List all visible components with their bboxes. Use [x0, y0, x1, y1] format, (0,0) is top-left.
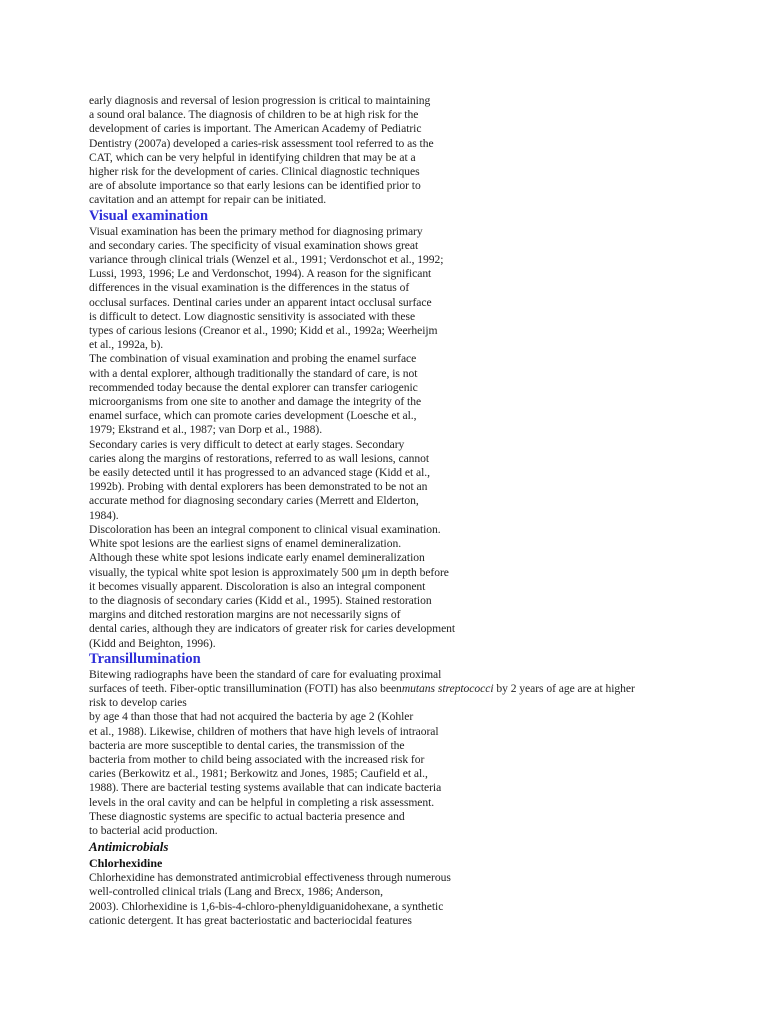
visual-examination-section	[89, 225, 689, 651]
text-line: development of caries is important. The American Academy of Pediatric	[89, 122, 422, 136]
text-line: margins and ditched restoration margins are not necessarily signs of	[89, 608, 401, 622]
text-line: dental caries, although they are indicators of greater risk for caries development	[89, 622, 456, 636]
text-line: visually, the typical white spot lesion is approximately 500 μm in depth before	[89, 565, 449, 579]
text-line: bacteria are more susceptible to dental caries, the transmission of the	[89, 738, 405, 752]
text-line: Lussi, 1993, 1996; Le and Verdonschot, 1994). A reason for the significant	[89, 267, 432, 281]
text-line: is difficult to detect. Low diagnostic sensitivity is associated with these	[89, 309, 416, 323]
chlorhexidine-section	[89, 871, 689, 928]
text-line: et al., 1992a, b).	[89, 338, 164, 352]
text-line: it becomes visually apparent. Discoloration is also an integral component	[89, 579, 426, 593]
text-line: cationic detergent. It has great bacteriostatic and bacteriocidal features	[89, 913, 412, 927]
text-line: CAT, which can be very helpful in identifying children that may be at a	[89, 150, 416, 164]
text-line: The combination of visual examination and probing the enamel surface	[89, 352, 417, 366]
text-line: 1984).	[89, 508, 119, 522]
text-line: to bacterial acid production.	[89, 823, 218, 837]
text-line: These diagnostic systems are specific to actual bacteria presence and	[89, 809, 405, 823]
text-line: well-controlled clinical trials (Lang and Brecx, 1986; Anderson,	[89, 885, 383, 899]
text-line: White spot lesions are the earliest signs of enamel demineralization.	[89, 537, 402, 551]
text-line-mixed	[89, 682, 689, 696]
text-line: (Kidd and Beighton, 1996).	[89, 636, 216, 650]
text-line: microorganisms from one site to another and damage the integrity of the	[89, 395, 422, 409]
text-line: recommended today because the dental explorer can transfer cariogenic	[89, 380, 418, 394]
text-line: Visual examination has been the primary method for diagnosing primary	[89, 224, 423, 238]
text-line: accurate method for diagnosing secondary caries (Merrett and Elderton,	[89, 494, 419, 508]
text-line: bacteria from mother to child being associated with the increased risk for	[89, 752, 425, 766]
text-line: variance through clinical trials (Wenzel et al., 1991; Verdonschot et al., 1992;	[89, 253, 444, 267]
text-line: Dentistry (2007a) developed a caries-risk assessment tool referred to as the	[89, 136, 434, 150]
text-line: Discoloration has been an integral component to clinical visual examination.	[89, 522, 441, 536]
text-line: 1979; Ekstrand et al., 1987; van Dorp et al., 1988).	[89, 423, 323, 437]
text-line: and secondary caries. The specificity of visual examination shows great	[89, 238, 419, 252]
text-line: enamel surface, which can promote caries development (Loesche et al.,	[89, 409, 417, 423]
text-line: be easily detected until it has progressed to an advanced stage (Kidd et al.,	[89, 466, 430, 480]
text-line: risk to develop caries	[89, 696, 187, 710]
text-line: 1992b). Probing with dental explorers has been demonstrated to be not an	[89, 480, 428, 494]
text-line: with a dental explorer, although traditionally the standard of care, is not	[89, 366, 418, 380]
text-line: occlusal surfaces. Dentinal caries under an apparent intact occlusal surface	[89, 295, 432, 309]
text-line: higher risk for the development of caries. Clinical diagnostic techniques	[89, 165, 420, 179]
text-run: surfaces of teeth. Fiber-optic transillumination (FOTI) has also been	[89, 681, 402, 695]
text-line: Bitewing radiographs have been the standard of care for evaluating proximal	[89, 667, 442, 681]
text-line: by age 4 than those that had not acquired the bacteria by age 2 (Kohler	[89, 710, 414, 724]
text-line: Although these white spot lesions indicate early enamel demineralization	[89, 551, 425, 565]
text-line: levels in the oral cavity and can be helpful in completing a risk assessment.	[89, 795, 435, 809]
species-name-italic: mutans streptococci	[401, 681, 494, 695]
text-line: 2003). Chlorhexidine is 1,6-bis-4-chloro-phenyldiguanidohexane, a synthetic	[89, 899, 444, 913]
document-page	[89, 94, 689, 928]
subheading-chlorhexidine: Chlorhexidine	[89, 856, 163, 871]
transillumination-section	[89, 668, 689, 838]
text-line: 1988). There are bacterial testing systems available that can indicate bacteria	[89, 781, 442, 795]
text-line: Secondary caries is very difficult to detect at early stages. Secondary	[89, 437, 405, 451]
text-line: caries along the margins of restorations, referred to as wall lesions, cannot	[89, 451, 430, 465]
text-line: caries (Berkowitz et al., 1981; Berkowitz and Jones, 1985; Caufield et al.,	[89, 767, 428, 781]
text-line: differences in the visual examination is the differences in the status of	[89, 281, 410, 295]
text-line: types of carious lesions (Creanor et al., 1990; Kidd et al., 1992a; Weerheijm	[89, 324, 438, 338]
section-heading-visual-examination: Visual examination	[89, 207, 209, 224]
intro-paragraph	[89, 94, 689, 208]
text-line: et al., 1988). Likewise, children of mothers that have high levels of intraoral	[89, 724, 439, 738]
text-line: to the diagnosis of secondary caries (Kidd et al., 1995). Stained restoration	[89, 593, 432, 607]
section-heading-antimicrobials: Antimicrobials	[89, 839, 169, 855]
text-line: cavitation and an attempt for repair can be initiated.	[89, 193, 327, 207]
text-line: early diagnosis and reversal of lesion progression is critical to maintaining	[89, 94, 431, 107]
text-line: Chlorhexidine has demonstrated antimicrobial effectiveness through numerous	[89, 871, 451, 885]
text-line: are of absolute importance so that early lesions can be identified prior to	[89, 179, 421, 193]
section-heading-transillumination: Transillumination	[89, 650, 201, 667]
text-line: a sound oral balance. The diagnosis of children to be at high risk for the	[89, 108, 419, 122]
text-run: by 2 years of age are at higher	[493, 681, 635, 695]
